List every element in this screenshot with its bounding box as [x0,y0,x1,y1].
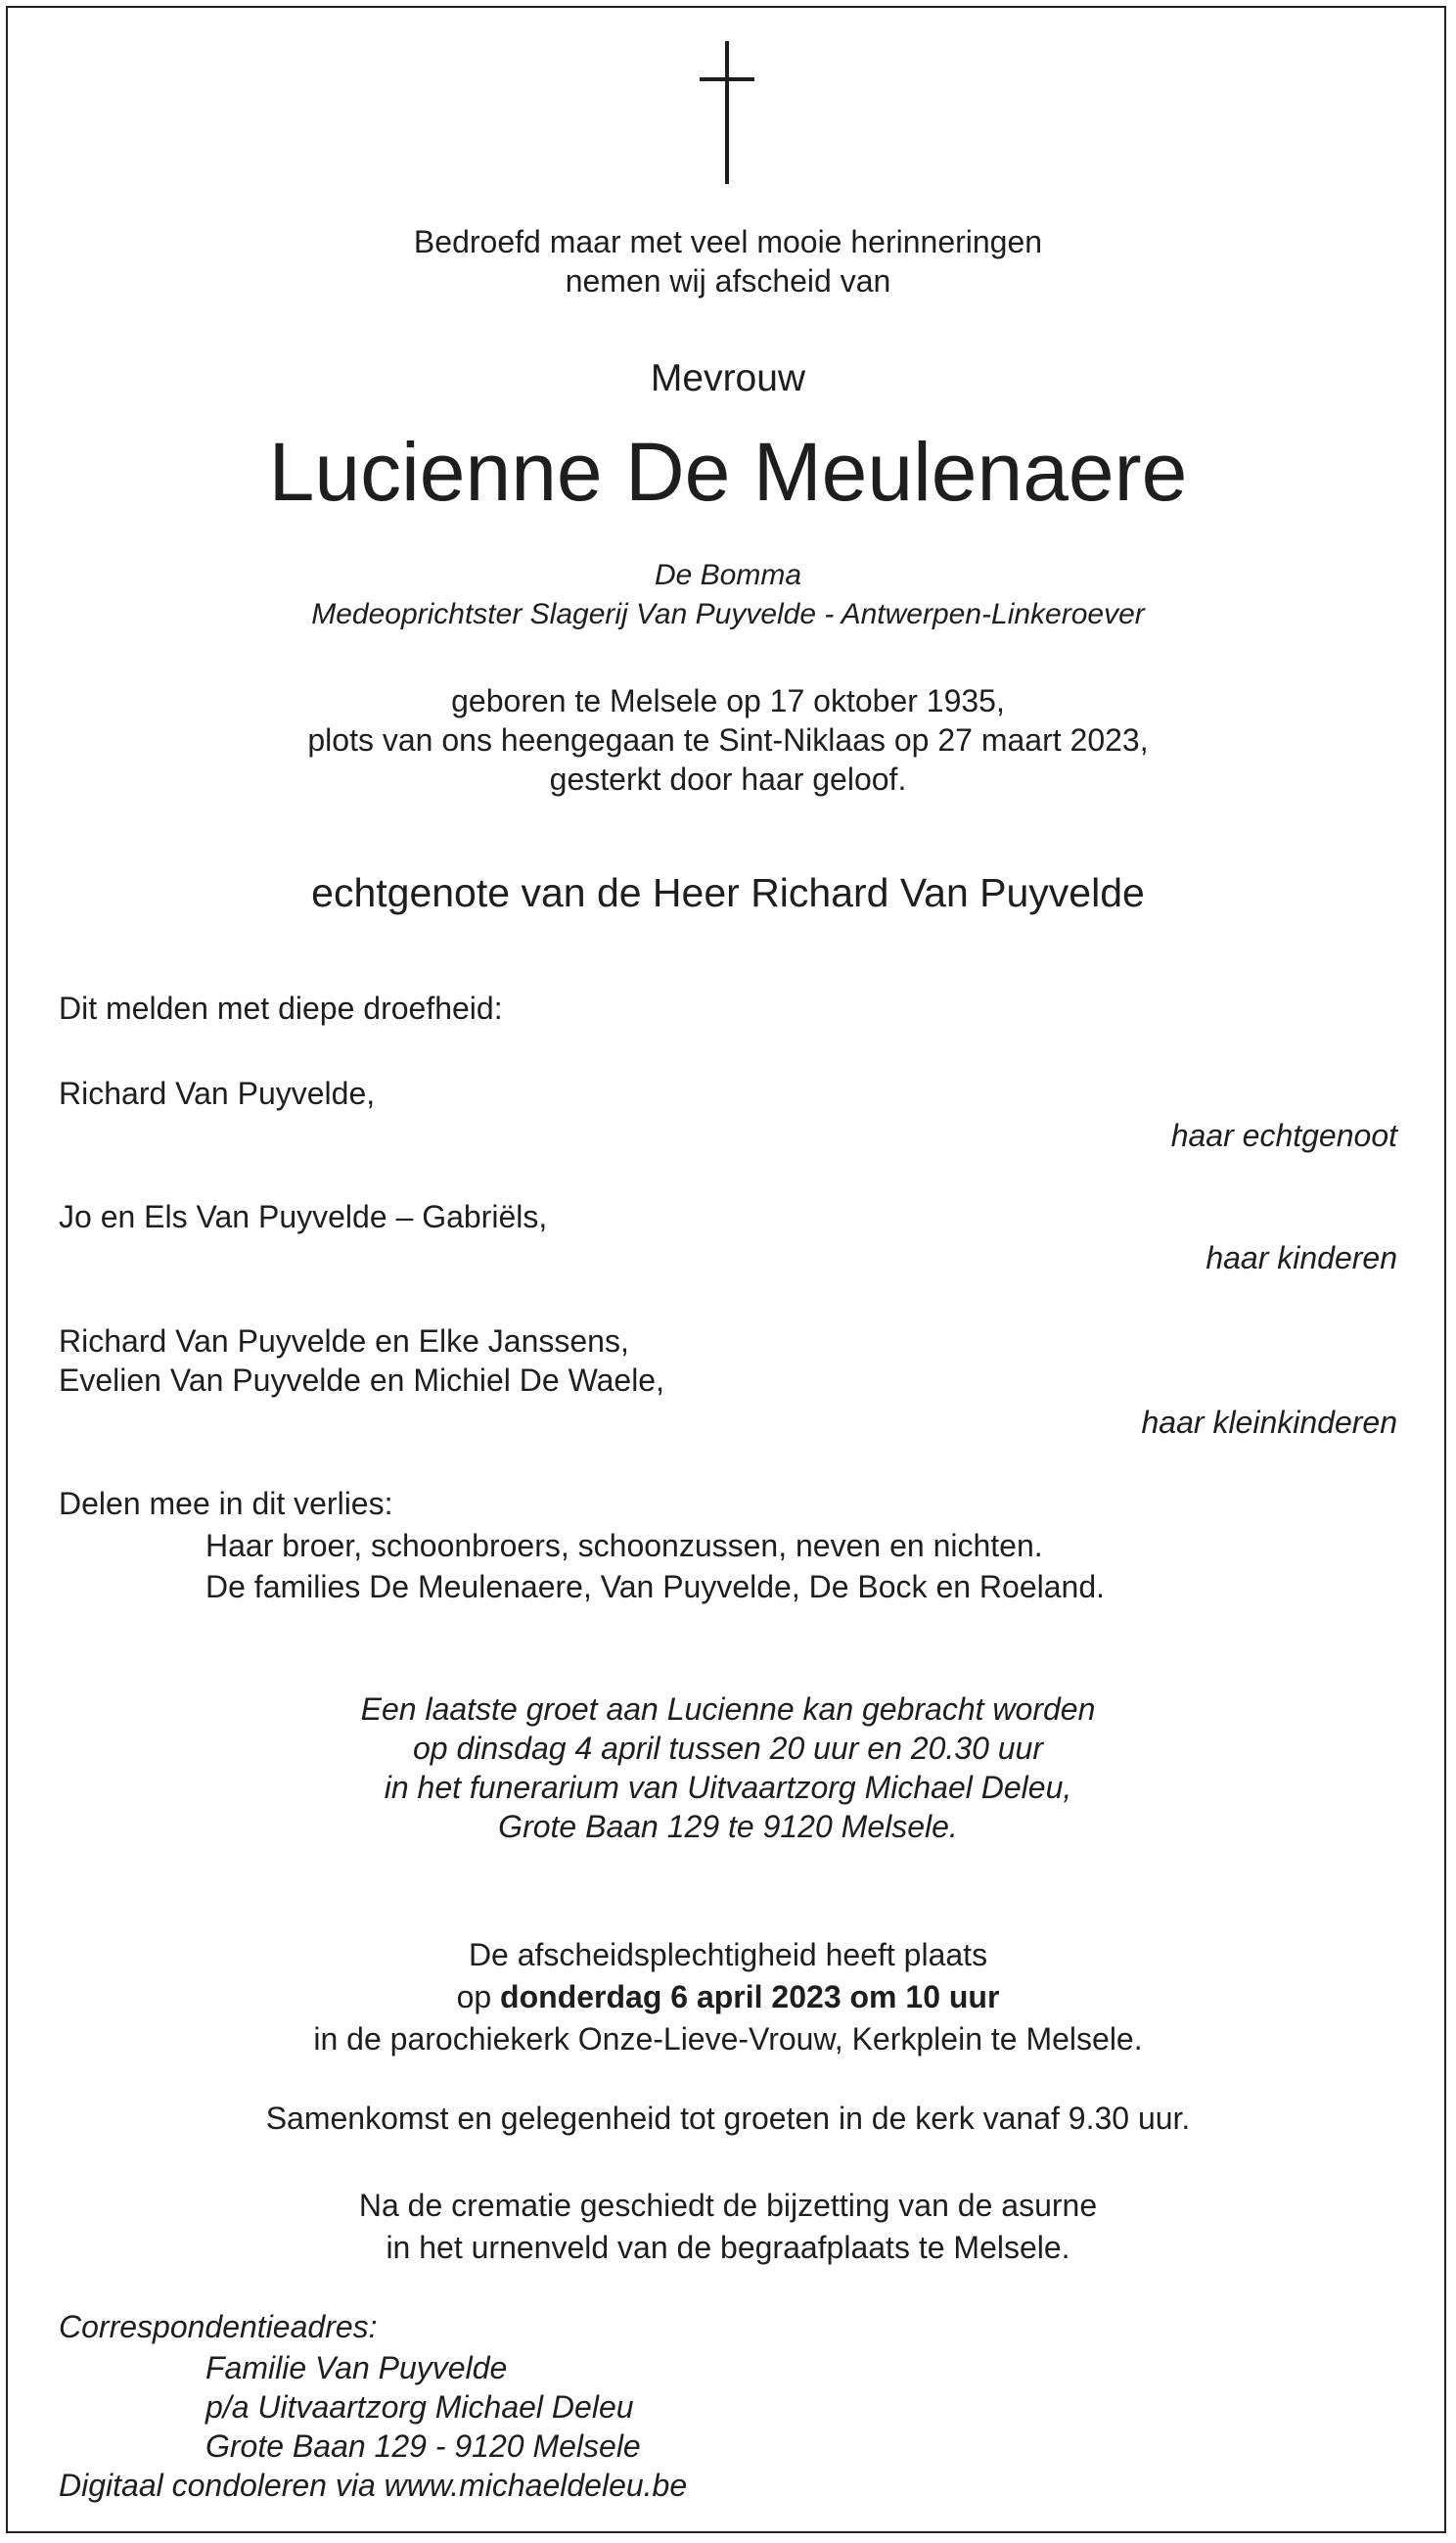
family-relation: haar kleinkinderen [1141,1405,1397,1440]
ceremony-info [0,1934,1456,2060]
visit-line: Een laatste groet aan Lucienne kan gebracht worden [360,1691,1096,1727]
dates-line: plots van ons heengegaan te Sint-Niklaas op 27 maart 2023, [307,722,1149,758]
ceremony-line: in de parochiekerk Onze-Lieve-Vrouw, Kerkplein te Melsele. [313,2021,1143,2057]
ceremony-line: De afscheidsplechtigheid heeft plaats [468,1937,988,1972]
correspondence-heading: Correspondentieadres: [59,2309,378,2344]
ceremony-prefix: op [456,1979,501,2014]
burial-line: Na de crematie geschiedt de bijzetting van de asurne [358,2188,1098,2223]
burial-line: in het urnenveld van de begraafplaats te Melsele. [386,2230,1070,2265]
subtitle [0,556,1456,634]
family-names: Jo en Els Van Puyvelde – Gabriëls, [59,1199,548,1234]
family-relation: haar echtgenoot [1170,1118,1397,1153]
family-name-line: Evelien Van Puyvelde en Michiel De Waele, [59,1363,664,1398]
family-names: Richard Van Puyvelde, [59,1076,376,1111]
ceremony-date-line [0,1976,1456,2018]
family-names [59,1321,664,1400]
announce-text: Dit melden met diepe droefheid: [59,991,503,1026]
deceased-name: Lucienne De Meulenaere [268,426,1188,518]
share-line: Haar broer, schoonbroers, schoonzussen, neven en nichten. [205,1528,1043,1563]
visitation-info [0,1689,1456,1846]
spouse-line: echtgenote van de Heer Richard Van Puyvelde [311,870,1145,915]
visit-line: op dinsdag 4 april tussen 20 uur en 20.30 uur [412,1731,1043,1766]
intro-line: Bedroefd maar met veel mooie herinneringen [413,224,1043,259]
dates-line: gesterkt door haar geloof. [549,762,907,797]
address-line: Grote Baan 129 - 9120 Melsele [205,2428,641,2464]
ceremony-date: donderdag 6 april 2023 om 10 uur [500,1979,1000,2014]
share-lines [205,1526,1105,1606]
address-line: Familie Van Puyvelde [205,2350,508,2385]
life-dates [0,681,1456,799]
honorific: Mevrouw [650,357,806,399]
visit-line: in het funerarium van Uitvaartzorg Michael Deleu, [384,1770,1072,1805]
intro-text [0,222,1456,301]
gathering-text: Samenkomst en gelegenheid tot groeten in de kerk vanaf 9.30 uur. [265,2101,1191,2136]
correspondence-address [205,2348,641,2466]
family-relation: haar kinderen [1206,1240,1397,1275]
subtitle-line: De Bomma [654,559,802,591]
family-name-line: Richard Van Puyvelde en Elke Janssens, [59,1323,629,1359]
intro-line: nemen wij afscheid van [565,263,891,299]
dates-line: geboren te Melsele op 17 oktober 1935, [451,683,1005,718]
address-line: p/a Uitvaartzorg Michael Deleu [205,2389,634,2425]
online-condolence: Digitaal condoleren via www.michaeldeleu.be [59,2468,688,2503]
burial-info [0,2185,1456,2269]
share-line: De families De Meulenaere, Van Puyvelde, De Bock en Roeland. [205,1569,1106,1604]
subtitle-line: Medeoprichtster Slagerij Van Puyvelde - Antwerpen-Linkeroever [311,598,1145,630]
visit-line: Grote Baan 129 te 9120 Melsele. [498,1809,958,1844]
share-heading: Delen mee in dit verlies: [59,1486,393,1521]
